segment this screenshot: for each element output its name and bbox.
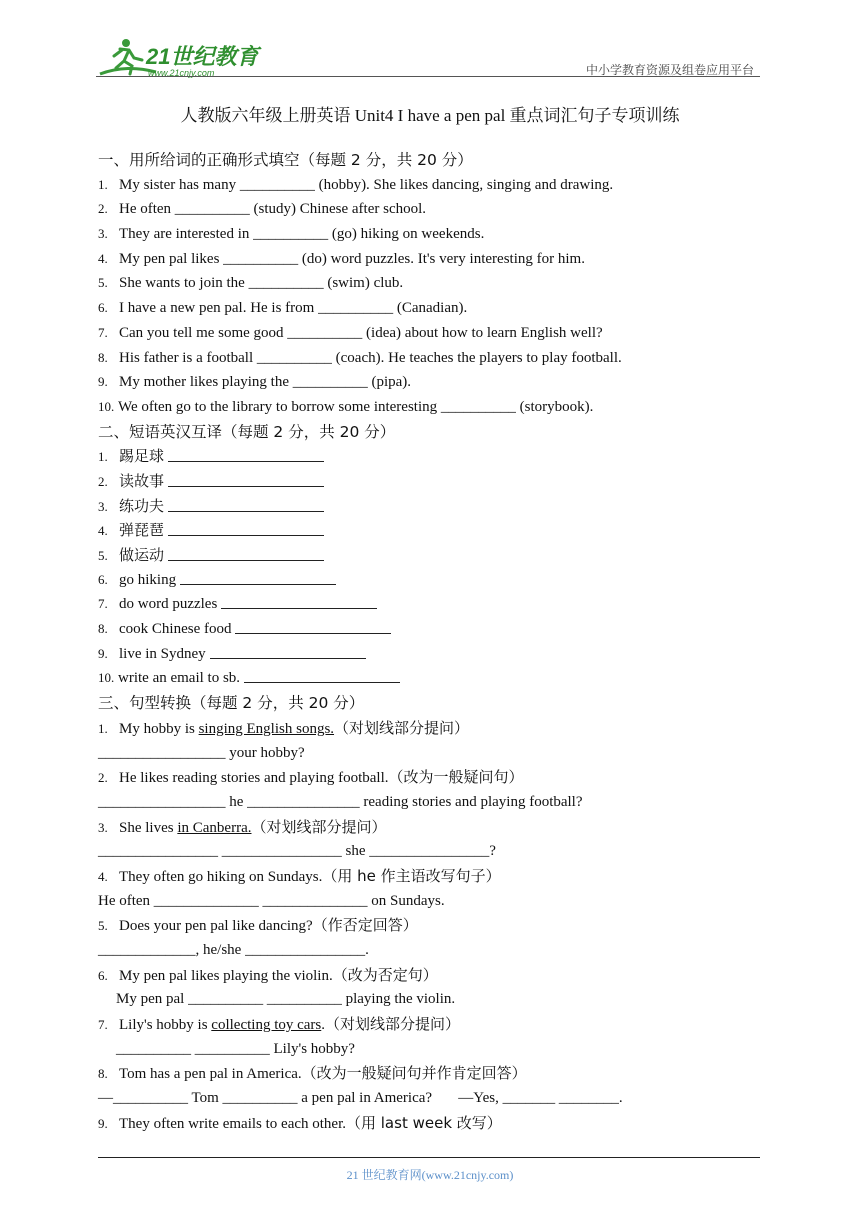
phrase-text: write an email to sb. (118, 670, 241, 687)
question-number: 8. (98, 621, 108, 637)
question-line (98, 197, 778, 222)
question-line (98, 864, 778, 889)
answer-blank[interactable] (210, 644, 366, 659)
instruction-note: （用 last week 改写） (346, 1113, 502, 1132)
question-text: She wants to join the __________ (swim) club. (119, 275, 404, 292)
question-text: They often write emails to each other. (119, 1115, 346, 1132)
phrase-line (98, 518, 778, 543)
question-line (98, 271, 778, 296)
question-line (98, 222, 778, 247)
question-number: 9. (98, 645, 108, 661)
phrase-text: live in Sydney (119, 645, 206, 662)
phrase-text: 弹琵琶 (119, 521, 165, 540)
phrase-line (98, 568, 778, 593)
phrase-text: 读故事 (119, 471, 165, 490)
question-number: 10. (98, 398, 115, 414)
question-number: 5. (98, 548, 108, 563)
answer-line: He often ______________ ______________ on Sundays. (98, 892, 445, 909)
question-line (98, 395, 778, 420)
question-number: 4. (98, 250, 108, 266)
question-number: 4. (98, 868, 108, 884)
question-number: 3. (98, 498, 108, 514)
question-number: 9. (98, 1115, 108, 1131)
answer-line: ________________ ________________ she ________________? (98, 843, 496, 860)
answer-blank[interactable] (168, 497, 324, 512)
question-text: Can you tell me some good __________ (idea) about how to learn English well? (119, 324, 603, 341)
question-number: 1. (98, 449, 108, 465)
question-text: They often go hiking on Sundays. (119, 868, 323, 885)
question-number: 7. (98, 324, 108, 340)
question-text: He often __________ (study) Chinese after school. (119, 201, 427, 218)
underlined-phrase: singing English songs. (198, 720, 335, 737)
question-number: 8. (98, 349, 108, 365)
question-number: 6. (98, 967, 108, 983)
question-number: 3. (98, 819, 108, 835)
answer-line: _____________, he/she ________________. (98, 942, 369, 958)
answer-blank[interactable] (168, 472, 324, 487)
question-number: 2. (98, 473, 108, 489)
phrase-text: 做运动 (119, 546, 165, 564)
question-text: Does your pen pal like dancing? (119, 918, 313, 935)
instruction-note: （对划线部分提问） (325, 1015, 461, 1034)
question-text: She lives (119, 819, 178, 836)
question-number: 6. (98, 300, 108, 316)
question-number: 1. (98, 720, 108, 736)
phrase-line (98, 617, 778, 642)
question-line (98, 321, 778, 346)
logo-text: 21世纪教育 (146, 44, 259, 69)
answer-blank[interactable] (244, 668, 400, 683)
instruction-note: （对划线部分提问） (251, 817, 387, 836)
underlined-phrase: collecting toy cars (211, 1017, 322, 1034)
answer-blank[interactable] (235, 619, 391, 634)
site-logo (96, 34, 266, 78)
question-text: He likes reading stories and playing football. (119, 770, 389, 787)
phrase-line (98, 666, 778, 691)
question-text: My mother likes playing the __________ (pipa). (119, 374, 412, 391)
answer-line: —__________ Tom __________ a pen pal in America? —Yes, _______ ________. (98, 1090, 623, 1107)
answer-blank[interactable] (221, 594, 377, 609)
instruction-note: （用 he 作主语改写句子） (322, 866, 501, 885)
question-text: My sister has many __________ (hobby). She likes dancing, singing and drawing. (119, 176, 614, 193)
question-line (98, 370, 778, 395)
question-number: 2. (98, 201, 108, 217)
instruction-note: （对划线部分提问） (334, 718, 470, 737)
instruction-note: （作否定回答） (312, 916, 418, 935)
answer-blank[interactable] (168, 447, 324, 462)
answer-line: __________ __________ Lily's hobby? (116, 1040, 355, 1057)
question-line (98, 346, 778, 371)
question-number: 7. (98, 596, 108, 612)
document-body (98, 148, 778, 1136)
question-line (98, 1061, 778, 1086)
question-text: We often go to the library to borrow some interesting __________ (storybook). (118, 398, 594, 415)
phrase-text: 踢足球 (119, 447, 165, 466)
runner-logo-icon (96, 34, 266, 78)
question-line (98, 716, 778, 741)
answer-line: _________________ your hobby? (98, 744, 305, 761)
answer-line: My pen pal __________ __________ playing the violin. (116, 991, 456, 1008)
phrase-line (98, 494, 778, 519)
phrase-line (98, 444, 778, 469)
question-number: 10. (98, 670, 115, 686)
header-divider (96, 76, 760, 77)
question-line (98, 913, 778, 938)
question-number: 9. (98, 374, 108, 390)
question-text: His father is a football __________ (coach). He teaches the players to play football. (119, 349, 622, 366)
answer-line: _________________ he _______________ reading stories and playing football? (98, 793, 583, 810)
phrase-line (98, 642, 778, 667)
section-2-title: 二、短语英汉互译（每题 2 分，共 20 分） (98, 422, 396, 441)
instruction-note: （改为一般疑问句） (388, 768, 524, 787)
question-text: Tom has a pen pal in America. (119, 1066, 302, 1083)
question-line (98, 765, 778, 790)
footer-divider (98, 1157, 760, 1158)
question-number: 1. (98, 176, 108, 192)
question-number: 7. (98, 1017, 108, 1033)
question-number: 5. (98, 275, 108, 291)
question-number: 2. (98, 770, 108, 786)
phrase-line (98, 469, 778, 494)
question-line (98, 296, 778, 321)
answer-blank[interactable] (168, 546, 324, 561)
phrase-text: cook Chinese food (119, 621, 232, 638)
question-text: They are interested in __________ (go) hiking on weekends. (119, 226, 485, 243)
underlined-phrase: in Canberra. (177, 819, 252, 836)
question-number: 3. (98, 226, 108, 242)
question-line (98, 963, 778, 988)
question-text: I have a new pen pal. He is from __________ (Canadian). (119, 300, 468, 317)
question-text: My pen pal likes playing the violin. (119, 967, 333, 984)
question-line (98, 173, 778, 198)
question-text: My pen pal likes __________ (do) word puzzles. It's very interesting for him. (119, 250, 585, 267)
answer-blank[interactable] (168, 521, 324, 536)
answer-blank[interactable] (180, 570, 336, 585)
phrase-line (98, 543, 778, 568)
phrase-text: do word puzzles (119, 596, 218, 613)
section-3-title: 三、句型转换（每题 2 分，共 20 分） (98, 694, 365, 713)
question-number: 8. (98, 1066, 108, 1082)
question-text: My hobby is (119, 720, 199, 737)
section-1-title: 一、用所给词的正确形式填空（每题 2 分，共 20 分） (98, 151, 473, 169)
phrase-text: 练功夫 (119, 496, 165, 515)
question-number: 6. (98, 571, 108, 587)
document-title: 人教版六年级上册英语 Unit4 I have a pen pal 重点词汇句子专项训练 (180, 106, 680, 125)
question-line (98, 815, 778, 840)
question-text: Lily's hobby is (119, 1017, 212, 1034)
question-number: 5. (98, 918, 108, 934)
platform-label: 中小学教育资源及组卷应用平台 (585, 63, 754, 77)
instruction-note: （改为一般疑问句并作肯定回答） (301, 1064, 527, 1083)
footer-source[interactable]: 21 世纪教育网(www.21cnjy.com) (346, 1168, 514, 1182)
instruction-note: （改为否定句） (332, 965, 438, 984)
question-text: . (321, 1017, 326, 1034)
question-line (98, 247, 778, 272)
question-line (98, 1012, 778, 1037)
question-line (98, 1111, 778, 1136)
page-header (96, 30, 760, 78)
phrase-text: go hiking (119, 571, 177, 588)
logo-url: www.21cnjy.com (148, 68, 215, 78)
question-number: 4. (98, 523, 108, 539)
phrase-line (98, 592, 778, 617)
